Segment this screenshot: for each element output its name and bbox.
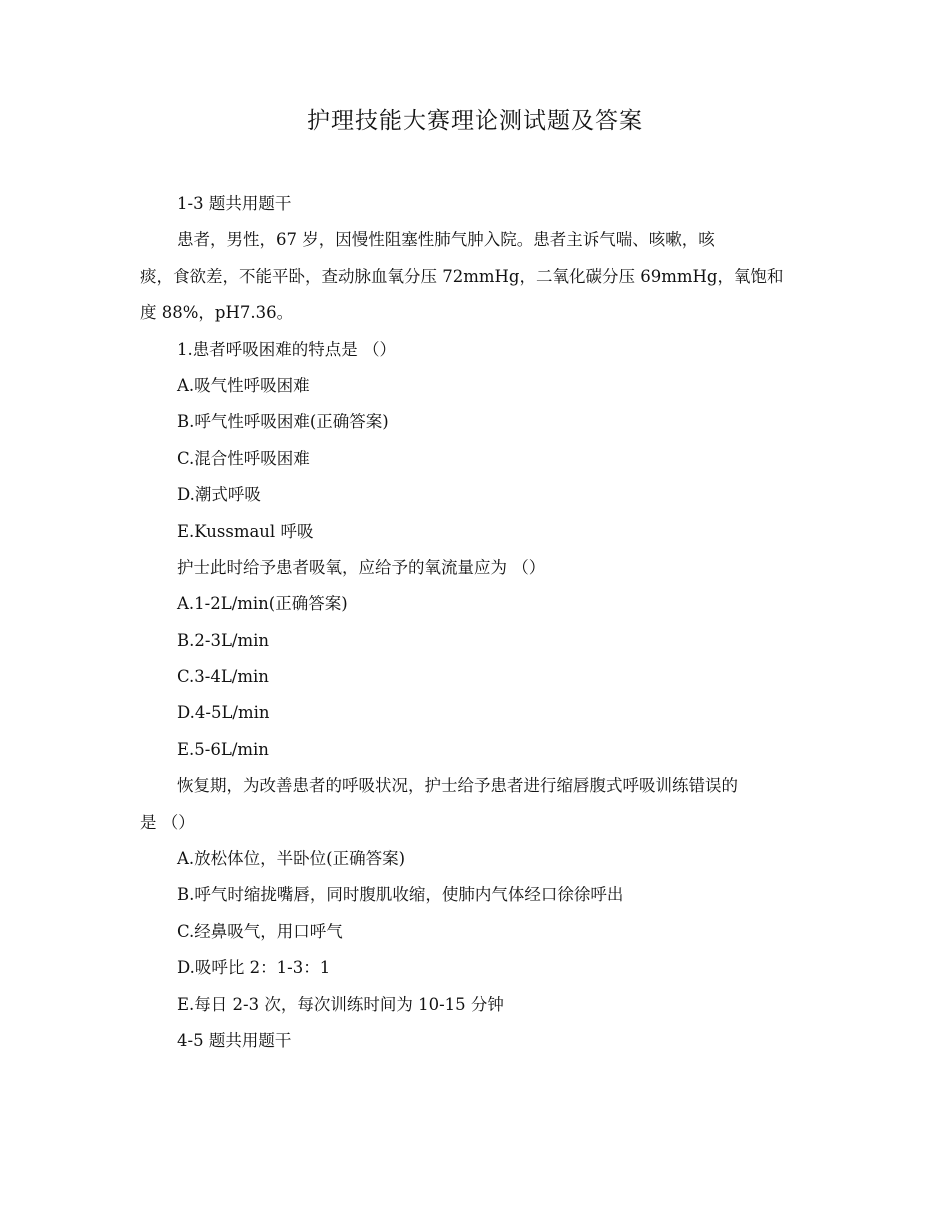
text-line: 患者，男性，67 岁，因慢性阻塞性肺气肿入院。患者主诉气喘、咳嗽，咳: [177, 230, 715, 250]
text-line: B.呼气性呼吸困难(正确答案): [177, 412, 389, 432]
text-line: A.吸气性呼吸困难: [177, 375, 310, 395]
text-line: 度 88%，pH7.36。: [140, 303, 294, 323]
text-line: C.混合性呼吸困难: [177, 448, 310, 468]
text-line: 1-3 题共用题干: [177, 194, 292, 213]
text-line: 痰，食欲差，不能平卧，查动脉血氧分压 72mmHg，二氧化碳分压 69mmHg，氧饱和: [140, 266, 784, 286]
text-line: C.3-4L/min: [177, 667, 269, 687]
text-line: 1.患者呼吸困难的特点是 （）: [177, 339, 396, 359]
text-line: A.放松体位，半卧位(正确答案): [177, 849, 406, 869]
text-line: 4-5 题共用题干: [177, 1030, 292, 1050]
text-line: E.Kussmaul 呼吸: [177, 521, 314, 541]
text-line: D.潮式呼吸: [177, 485, 261, 505]
document-body: [140, 186, 820, 1059]
text-line: B.呼气时缩拢嘴唇，同时腹肌收缩，使肺内气体经口徐徐呼出: [177, 885, 624, 905]
text-line: 是 （）: [140, 812, 195, 832]
document-title: 护理技能大赛理论测试题及答案: [307, 108, 643, 134]
text-line: B.2-3L/min: [177, 630, 270, 650]
text-line: D.吸呼比 2：1-3：1: [177, 958, 331, 978]
text-line: C.经鼻吸气，用口呼气: [177, 921, 343, 941]
text-line: 护士此时给予患者吸氧，应给予的氧流量应为 （）: [177, 557, 546, 577]
text-line: E.5-6L/min: [177, 739, 269, 759]
text-line: A.1-2L/min(正确答案): [177, 594, 348, 614]
text-line: D.4-5L/min: [177, 703, 270, 723]
text-line: E.每日 2-3 次，每次训练时间为 10-15 分钟: [177, 994, 504, 1014]
text-line: 恢复期，为改善患者的呼吸状况，护士给予患者进行缩唇腹式呼吸训练错误的: [177, 776, 738, 796]
